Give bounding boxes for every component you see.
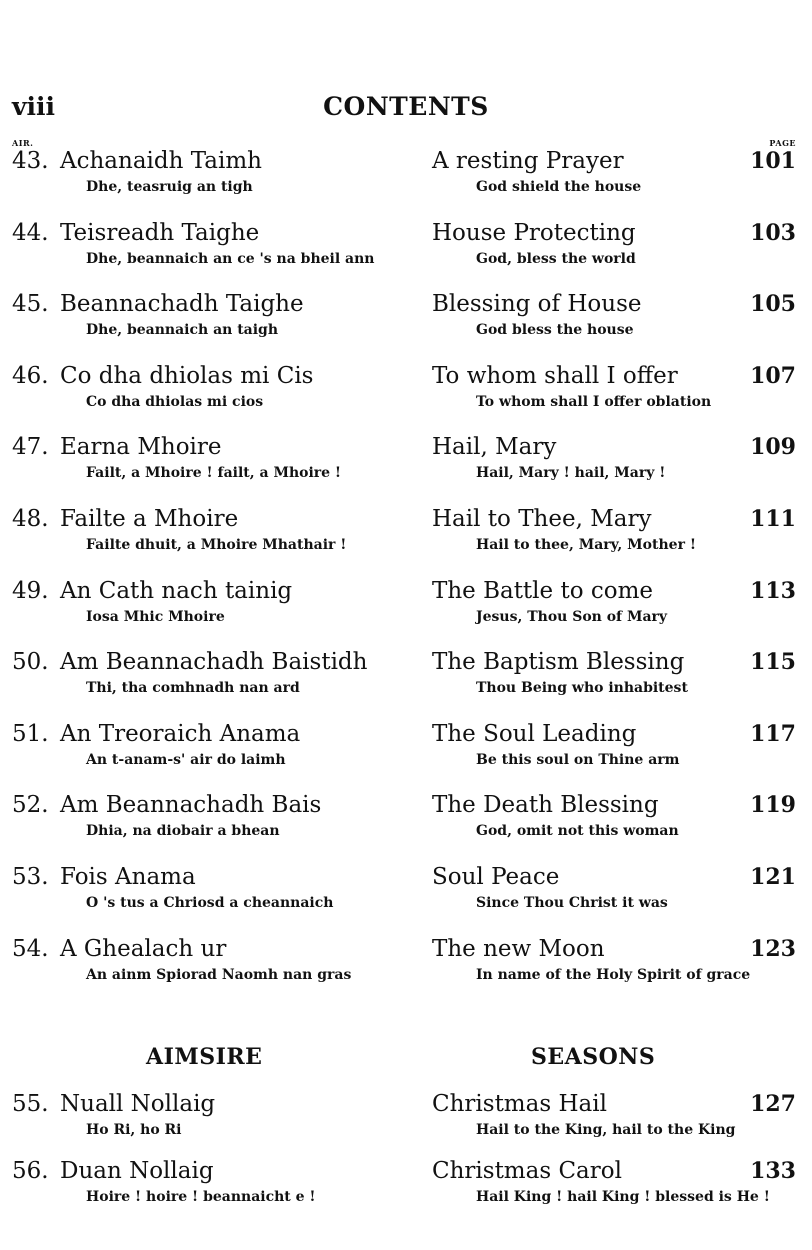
contents-entry [0,291,812,351]
gaelic-title: An Cath nach tainig [60,577,293,604]
entry-number: 50. [12,649,49,676]
entry-number: 47. [12,434,49,461]
section-heading-gaelic: AIMSIRE [146,1044,263,1070]
gaelic-title: Am Beannachadh Bais [60,792,322,819]
air-column-label: AIR. [12,138,34,148]
gaelic-subtitle: Failt, a Mhoire ! failt, a Mhoire ! [86,465,342,482]
english-title: House Protecting [432,219,636,246]
page-ref: 107 [750,362,796,389]
entry-number: 46. [12,362,49,389]
gaelic-title: Am Beannachadh Baistidh [60,649,368,676]
section-heading-english: SEASONS [531,1044,656,1070]
gaelic-title: Earna Mhoire [60,434,222,461]
english-title: The new Moon [432,935,605,962]
entry-number: 45. [12,291,49,318]
contents-entry [0,1091,812,1151]
english-subtitle: Hail King ! hail King ! blessed is He ! [476,1189,770,1205]
contents-entry [0,148,812,208]
gaelic-subtitle: An t-anam-s' air do laimh [86,751,286,768]
entry-number: 43. [12,148,49,174]
gaelic-subtitle: Thi, tha comhnadh nan ard [86,680,300,697]
contents-entry [0,864,812,924]
english-title: Blessing of House [432,291,642,318]
entry-number: 51. [12,720,49,747]
entry-number: 44. [12,219,49,246]
english-subtitle: In name of the Holy Spirit of grace [476,966,751,983]
english-title: Christmas Carol [432,1158,622,1184]
page-ref: 103 [750,219,796,246]
gaelic-subtitle: O 's tus a Chriosd a cheannaich [86,895,334,911]
entry-number: 55. [12,1091,49,1117]
english-subtitle: Hail to thee, Mary, Mother ! [476,537,696,553]
contents-entry [0,1158,812,1218]
page-ref: 105 [750,291,796,318]
english-subtitle: God bless the house [476,322,634,339]
contents-entry [0,721,812,781]
gaelic-title: Achanaidh Taimh [60,148,262,174]
contents-entry [0,220,812,280]
entry-number: 49. [12,577,49,604]
english-title: The Soul Leading [432,720,637,747]
gaelic-title: An Treoraich Anama [60,720,301,747]
entry-number: 48. [12,506,49,532]
gaelic-subtitle: Hoire ! hoire ! beannaicht e ! [86,1189,316,1205]
page-ref: 109 [750,434,796,461]
contents-entry [0,649,812,709]
gaelic-subtitle: Dhia, na diobair a bhean [86,823,280,840]
english-title: A resting Prayer [432,148,624,174]
contents-entry [0,506,812,566]
english-title: To whom shall I offer [432,362,678,389]
gaelic-subtitle: Dhe, beannaich an taigh [86,322,279,339]
gaelic-title: Nuall Nollaig [60,1091,216,1117]
gaelic-subtitle: Dhe, beannaich an ce 's na bheil ann [86,250,375,267]
english-title: Christmas Hail [432,1091,607,1117]
entry-number: 52. [12,792,49,819]
gaelic-title: Duan Nollaig [60,1158,214,1184]
contents-entry [0,936,812,996]
english-subtitle: God, bless the world [476,250,636,267]
page-ref: 113 [750,577,796,604]
gaelic-title: A Ghealach ur [60,935,227,962]
page-column-label: PAGE [769,138,796,148]
gaelic-title: Teisreadh Taighe [60,219,260,246]
english-subtitle: Since Thou Christ it was [476,895,668,911]
english-title: The Death Blessing [432,792,659,819]
english-subtitle: Jesus, Thou Son of Mary [476,608,668,625]
page-number: viii [12,92,56,121]
entry-number: 53. [12,864,49,890]
gaelic-title: Failte a Mhoire [60,506,239,532]
gaelic-title: Fois Anama [60,864,196,890]
english-subtitle: Thou Being who inhabitest [476,680,688,697]
english-title: Hail to Thee, Mary [432,506,652,532]
contents-entry [0,792,812,852]
contents-entry [0,578,812,638]
page-ref: 111 [750,506,796,532]
gaelic-title: Beannachadh Taighe [60,291,304,318]
entry-number: 56. [12,1158,49,1184]
page-ref: 115 [750,649,796,676]
english-subtitle: God shield the house [476,179,642,195]
english-title: Soul Peace [432,864,560,890]
english-subtitle: Be this soul on Thine arm [476,751,680,768]
page-ref: 133 [750,1158,796,1184]
gaelic-subtitle: Failte dhuit, a Mhoire Mhathair ! [86,537,347,553]
gaelic-subtitle: Dhe, teasruig an tigh [86,179,253,195]
page-ref: 119 [750,792,796,819]
page-ref: 117 [750,720,796,747]
contents-entry [0,434,812,494]
page-ref: 121 [750,864,796,890]
gaelic-subtitle: Iosa Mhic Mhoire [86,608,225,625]
english-title: The Baptism Blessing [432,649,685,676]
contents-entry [0,363,812,423]
entry-number: 54. [12,935,49,962]
gaelic-subtitle: Co dha dhiolas mi cios [86,393,264,410]
page-ref: 101 [750,148,796,174]
english-subtitle: To whom shall I offer oblation [476,393,712,410]
english-title: Hail, Mary [432,434,557,461]
english-subtitle: Hail, Mary ! hail, Mary ! [476,465,666,482]
english-subtitle: Hail to the King, hail to the King [476,1122,736,1138]
english-title: The Battle to come [432,577,654,604]
gaelic-subtitle: An ainm Spiorad Naomh nan gras [86,966,352,983]
english-subtitle: God, omit not this woman [476,823,679,840]
page-title: CONTENTS [323,92,489,121]
page-ref: 123 [750,935,796,962]
page-ref: 127 [750,1091,796,1117]
gaelic-title: Co dha dhiolas mi Cis [60,362,314,389]
gaelic-subtitle: Ho Ri, ho Ri [86,1122,182,1138]
